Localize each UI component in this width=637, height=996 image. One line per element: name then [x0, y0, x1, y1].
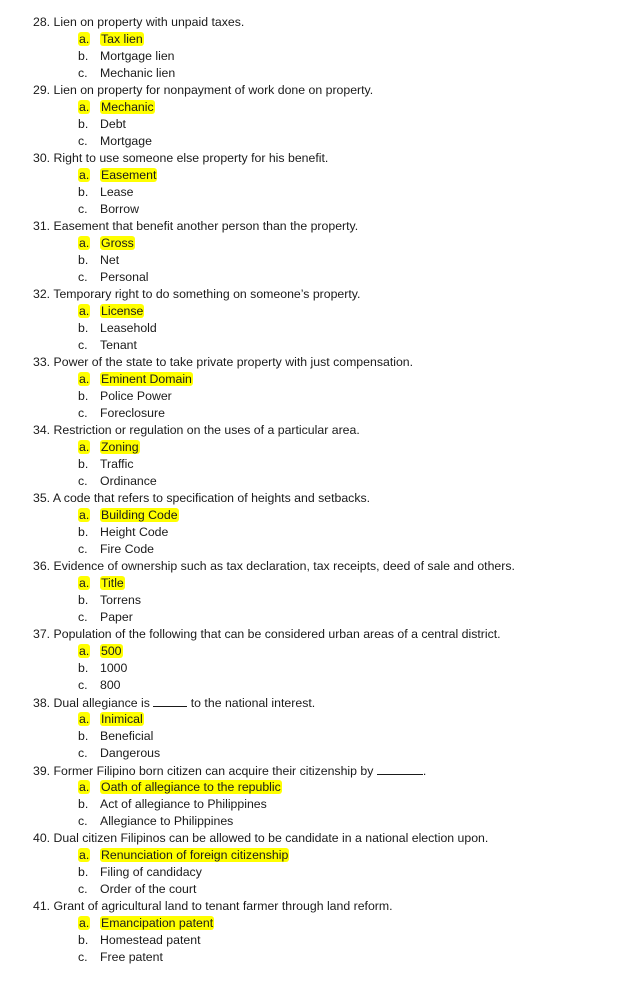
answer-option [33, 405, 623, 422]
question-text: Lien on property with unpaid taxes. [53, 15, 245, 29]
question-text: Grant of agricultural land to tenant farmer through land reform. [53, 899, 393, 913]
question-number: 29. [33, 83, 51, 97]
answer-option [33, 48, 623, 65]
question-item [33, 422, 623, 490]
option-letter [78, 252, 100, 269]
option-letter [78, 303, 100, 320]
option-text: Tax lien [101, 32, 143, 46]
question-text: Population of the following that can be considered urban areas of a central district. [53, 627, 501, 641]
question-number: 34. [33, 423, 51, 437]
option-letter [78, 116, 100, 133]
option-letter [78, 133, 100, 150]
answer-option-correct [33, 99, 623, 116]
question-stem [33, 626, 623, 643]
question-stem [33, 150, 623, 167]
option-text: Paper [100, 610, 133, 624]
question-item [33, 14, 623, 82]
fill-in-blank [153, 694, 187, 707]
option-text: Order of the court [100, 882, 197, 896]
option-letter [78, 728, 100, 745]
option-text: Personal [100, 270, 149, 284]
option-letter-text: c. [78, 474, 88, 488]
option-text: Building Code [101, 508, 178, 522]
option-letter-text: a. [79, 32, 90, 46]
option-letter-text: a. [79, 236, 90, 250]
answer-option [33, 864, 623, 881]
answer-option [33, 813, 623, 830]
option-letter [78, 643, 100, 660]
question-item [33, 830, 623, 898]
answer-option [33, 728, 623, 745]
question-number: 32. [33, 287, 51, 301]
question-item [33, 354, 623, 422]
option-letter [78, 235, 100, 252]
answer-option-correct [33, 779, 623, 796]
question-number: 33. [33, 355, 51, 369]
option-letter [78, 779, 100, 796]
option-text: Filing of candidacy [100, 865, 202, 879]
option-letter [78, 932, 100, 949]
answer-option [33, 932, 623, 949]
option-text: Tenant [100, 338, 137, 352]
option-text: Debt [100, 117, 126, 131]
option-letter-text: b. [78, 253, 89, 267]
question-number: 38. [33, 696, 51, 710]
answer-option-correct [33, 915, 623, 932]
answer-option-correct [33, 439, 623, 456]
question-text: Easement that benefit another person than the property. [53, 219, 359, 233]
option-text: Beneficial [100, 729, 154, 743]
question-text-after-blank: . [422, 764, 427, 778]
option-letter-text: a. [79, 780, 90, 794]
option-letter-text: b. [78, 457, 89, 471]
answer-option [33, 524, 623, 541]
option-letter [78, 609, 100, 626]
option-letter-text: a. [79, 644, 90, 658]
option-letter-text: a. [79, 576, 90, 590]
answer-option-correct [33, 167, 623, 184]
answer-option [33, 541, 623, 558]
question-stem [33, 422, 623, 439]
question-text: Temporary right to do something on someone’s property. [53, 287, 361, 301]
option-letter-text: c. [78, 338, 88, 352]
option-letter-text: b. [78, 933, 89, 947]
option-letter-text: a. [79, 372, 90, 386]
question-item [33, 150, 623, 218]
option-text: 500 [101, 644, 122, 658]
option-letter [78, 915, 100, 932]
question-number: 40. [33, 831, 51, 845]
option-letter-text: c. [78, 542, 88, 556]
option-letter [78, 864, 100, 881]
answer-option [33, 65, 623, 82]
option-text: Easement [101, 168, 157, 182]
answer-option-correct [33, 847, 623, 864]
option-letter [78, 388, 100, 405]
option-letter-text: a. [79, 712, 90, 726]
answer-option [33, 677, 623, 694]
question-item [33, 694, 623, 762]
option-letter [78, 796, 100, 813]
answer-option-correct [33, 507, 623, 524]
answer-option [33, 320, 623, 337]
option-letter [78, 541, 100, 558]
question-text: Power of the state to take private property with just compensation. [53, 355, 414, 369]
option-letter-text: c. [78, 814, 88, 828]
question-item [33, 626, 623, 694]
question-stem [33, 558, 623, 575]
question-item [33, 82, 623, 150]
option-letter [78, 524, 100, 541]
option-letter [78, 677, 100, 694]
option-letter-text: c. [78, 882, 88, 896]
option-letter-text: b. [78, 797, 89, 811]
question-stem [33, 354, 623, 371]
option-text: Police Power [100, 389, 172, 403]
question-stem [33, 830, 623, 847]
option-letter [78, 881, 100, 898]
option-letter-text: c. [78, 134, 88, 148]
answer-option [33, 592, 623, 609]
option-text: Fire Code [100, 542, 154, 556]
option-letter-text: c. [78, 746, 88, 760]
option-text: License [101, 304, 144, 318]
option-letter [78, 48, 100, 65]
option-text: Torrens [100, 593, 142, 607]
question-number: 37. [33, 627, 51, 641]
option-letter-text: b. [78, 185, 89, 199]
answer-option [33, 184, 623, 201]
option-letter [78, 167, 100, 184]
option-text: Zoning [101, 440, 139, 454]
question-item [33, 286, 623, 354]
answer-option [33, 473, 623, 490]
option-text: Mortgage [100, 134, 152, 148]
answer-option [33, 252, 623, 269]
option-letter [78, 711, 100, 728]
option-letter [78, 660, 100, 677]
option-letter-text: a. [79, 168, 90, 182]
option-text: Leasehold [100, 321, 157, 335]
option-letter-text: b. [78, 525, 89, 539]
question-stem [33, 490, 623, 507]
option-letter [78, 269, 100, 286]
question-stem [33, 286, 623, 303]
question-text: Dual citizen Filipinos can be allowed to be candidate in a national election upon. [53, 831, 489, 845]
answer-option [33, 881, 623, 898]
question-text-before-blank: Dual allegiance is [53, 696, 154, 710]
option-letter [78, 575, 100, 592]
answer-option [33, 133, 623, 150]
option-text: Gross [101, 236, 134, 250]
answer-option [33, 745, 623, 762]
option-letter [78, 507, 100, 524]
option-letter-text: b. [78, 321, 89, 335]
question-number: 31. [33, 219, 51, 233]
option-letter-text: b. [78, 49, 89, 63]
option-letter [78, 847, 100, 864]
quiz-document [33, 14, 623, 966]
question-item [33, 898, 623, 966]
question-number: 41. [33, 899, 51, 913]
option-letter-text: c. [78, 66, 88, 80]
answer-option [33, 949, 623, 966]
option-letter [78, 405, 100, 422]
option-text: Renunciation of foreign citizenship [101, 848, 289, 862]
question-item [33, 218, 623, 286]
option-text: Mechanic [101, 100, 154, 114]
question-item [33, 558, 623, 626]
question-text-after-blank: to the national interest. [187, 696, 316, 710]
option-letter [78, 371, 100, 388]
answer-option-correct [33, 31, 623, 48]
option-letter-text: a. [79, 848, 90, 862]
option-text: Traffic [100, 457, 134, 471]
option-letter-text: b. [78, 661, 89, 675]
option-text: Act of allegiance to Philippines [100, 797, 267, 811]
question-stem [33, 898, 623, 915]
option-letter-text: a. [79, 304, 90, 318]
option-letter-text: a. [79, 508, 90, 522]
answer-option-correct [33, 575, 623, 592]
fill-in-blank [377, 762, 423, 775]
option-text: Eminent Domain [101, 372, 192, 386]
option-letter-text: a. [79, 440, 90, 454]
answer-option [33, 201, 623, 218]
option-letter [78, 949, 100, 966]
option-text: Mechanic lien [100, 66, 176, 80]
answer-option-correct [33, 643, 623, 660]
question-text-before-blank: Former Filipino born citizen can acquire their citizenship by [53, 764, 377, 778]
option-letter [78, 201, 100, 218]
option-letter-text: c. [78, 610, 88, 624]
option-letter-text: a. [79, 916, 90, 930]
question-stem [33, 14, 623, 31]
option-letter [78, 473, 100, 490]
option-text: Emancipation patent [101, 916, 214, 930]
option-letter-text: c. [78, 678, 88, 692]
option-letter [78, 439, 100, 456]
option-letter [78, 592, 100, 609]
option-letter-text: c. [78, 270, 88, 284]
option-text: Inimical [101, 712, 143, 726]
answer-option [33, 269, 623, 286]
answer-option-correct [33, 303, 623, 320]
option-letter [78, 456, 100, 473]
option-letter [78, 320, 100, 337]
question-number: 30. [33, 151, 51, 165]
answer-option-correct [33, 235, 623, 252]
question-text: Evidence of ownership such as tax declaration, tax receipts, deed of sale and others. [53, 559, 515, 573]
question-number: 35. [33, 491, 51, 505]
option-letter [78, 99, 100, 116]
question-stem [33, 694, 623, 711]
option-text: Borrow [100, 202, 139, 216]
answer-option [33, 796, 623, 813]
option-text: Allegiance to Philippines [100, 814, 234, 828]
question-text: Lien on property for nonpayment of work done on property. [53, 83, 374, 97]
option-text: Mortgage lien [100, 49, 175, 63]
question-number: 39. [33, 764, 51, 778]
option-letter [78, 745, 100, 762]
option-text: Net [100, 253, 120, 267]
answer-option [33, 609, 623, 626]
answer-option [33, 660, 623, 677]
question-text: A code that refers to specification of heights and setbacks. [52, 491, 371, 505]
option-letter [78, 813, 100, 830]
question-stem [33, 218, 623, 235]
option-letter-text: a. [79, 100, 90, 114]
answer-option [33, 116, 623, 133]
option-letter [78, 184, 100, 201]
option-letter-text: c. [78, 202, 88, 216]
question-number: 36. [33, 559, 51, 573]
question-text: Restriction or regulation on the uses of a particular area. [53, 423, 360, 437]
option-letter-text: b. [78, 729, 89, 743]
answer-option-correct [33, 371, 623, 388]
option-text: 1000 [100, 661, 128, 675]
option-text: Homestead patent [100, 933, 201, 947]
option-letter-text: c. [78, 950, 88, 964]
option-text: Foreclosure [100, 406, 165, 420]
question-text: Right to use someone else property for his benefit. [53, 151, 329, 165]
answer-option-correct [33, 711, 623, 728]
option-text: 800 [100, 678, 121, 692]
option-text: Height Code [100, 525, 169, 539]
question-item [33, 762, 623, 830]
option-text: Oath of allegiance to the republic [101, 780, 281, 794]
option-text: Title [101, 576, 124, 590]
question-number: 28. [33, 15, 51, 29]
option-letter-text: b. [78, 593, 89, 607]
option-text: Ordinance [100, 474, 157, 488]
option-letter-text: b. [78, 865, 89, 879]
option-letter [78, 31, 100, 48]
option-letter [78, 337, 100, 354]
answer-option [33, 456, 623, 473]
answer-option [33, 388, 623, 405]
question-stem [33, 762, 623, 779]
option-letter [78, 65, 100, 82]
option-letter-text: c. [78, 406, 88, 420]
option-text: Dangerous [100, 746, 161, 760]
option-text: Lease [100, 185, 134, 199]
answer-option [33, 337, 623, 354]
option-text: Free patent [100, 950, 163, 964]
option-letter-text: b. [78, 389, 89, 403]
option-letter-text: b. [78, 117, 89, 131]
question-stem [33, 82, 623, 99]
question-item [33, 490, 623, 558]
